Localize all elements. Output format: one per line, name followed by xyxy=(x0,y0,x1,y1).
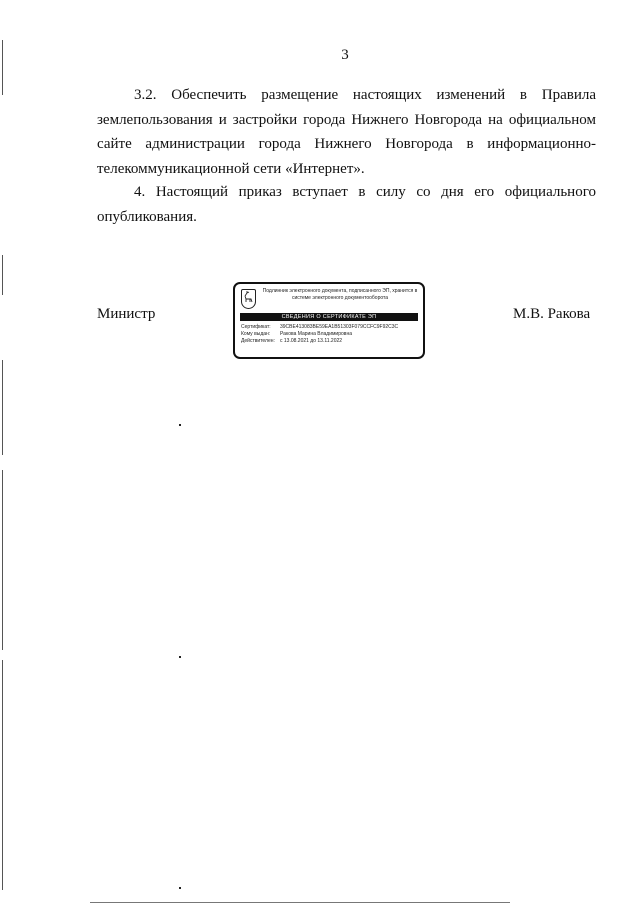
issued-to-label: Кому выдан: xyxy=(241,331,271,337)
paragraph-4 xyxy=(97,180,596,229)
paragraph-3-2 xyxy=(97,83,596,181)
valid-label: Действителен: xyxy=(241,338,275,344)
stamp-header: Подлинник электронного документа, подписанного ЭП, хранится в системе электронного документооборота xyxy=(262,288,418,301)
paragraph-4-text: 4. Настоящий приказ вступает в силу со дня его официального опубликования. xyxy=(97,184,596,225)
e-signature-stamp xyxy=(233,282,425,359)
scan-edge-line xyxy=(2,660,3,890)
valid-row xyxy=(241,338,421,345)
certificate-row xyxy=(241,324,421,331)
scan-edge-line xyxy=(2,360,3,455)
certificate-value: 39CBE413083BE59EA1B51303F079CCFC9F92C3C xyxy=(280,324,399,330)
page-number: 3 xyxy=(341,47,349,63)
scan-edge-line xyxy=(2,40,3,95)
signatory-title: Министр xyxy=(97,306,156,322)
issued-to-value: Ракова Марина Владимировна xyxy=(280,331,352,337)
certificate-details xyxy=(241,324,421,345)
valid-value: с 13.08.2021 до 13.11.2022 xyxy=(280,338,343,344)
scan-dot xyxy=(179,424,181,426)
paragraph-3-2-text: 3.2. Обеспечить размещение настоящих изменений в Правила землепользования и застройки города Нижнего Новгорода на официальном сайте администрации города Нижнего Новгорода в информационно-телекоммуникационной сети «Интернет». xyxy=(97,87,596,177)
scan-bottom-line xyxy=(90,902,510,903)
certificate-info-bar: СВЕДЕНИЯ О СЕРТИФИКАТЕ ЭП xyxy=(240,313,418,321)
scan-dot xyxy=(179,887,181,889)
scan-edge-line xyxy=(2,470,3,650)
certificate-label: Сертификат: xyxy=(241,324,271,330)
issued-to-row xyxy=(241,331,421,338)
signatory-name: М.В. Ракова xyxy=(513,306,591,322)
scan-edge-line xyxy=(2,255,3,295)
nizhny-novgorod-deer-emblem-icon xyxy=(241,289,256,309)
scan-dot xyxy=(179,656,181,658)
